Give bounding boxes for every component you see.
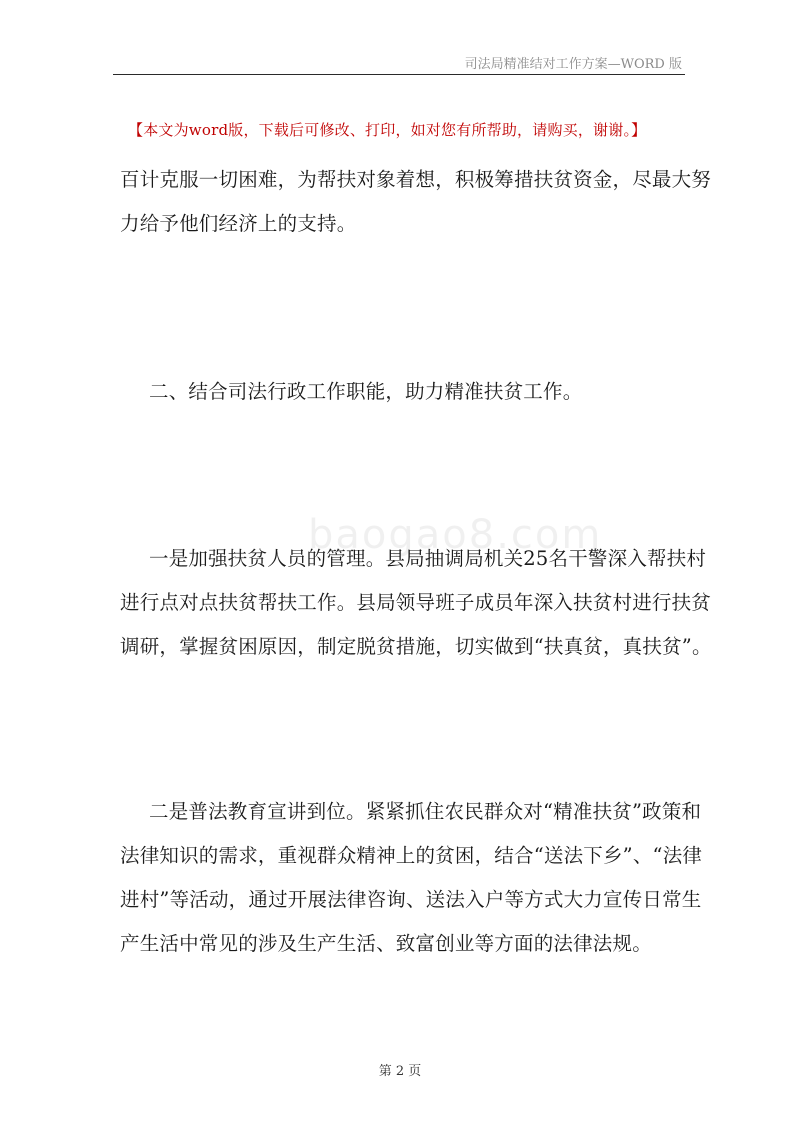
- paragraph-continuation: [120, 158, 712, 246]
- text-line: 法律知识的需求，重视群众精神上的贫困，结合“送法下乡”、“法律: [120, 844, 703, 867]
- running-header: 司法局精准结对工作方案—WORD 版: [464, 57, 682, 72]
- text-line: 产生活中常见的涉及生产生活、致富创业等方面的法律法规。: [120, 932, 652, 955]
- paragraph-law-education: [120, 790, 703, 966]
- text-line: 力给予他们经济上的支持。: [120, 212, 357, 235]
- watermark: baogao8.com: [308, 512, 603, 558]
- section-heading: [120, 370, 690, 414]
- text-line: 进行点对点扶贫帮扶工作。县局领导班子成员年深入扶贫村进行扶贫: [120, 591, 712, 614]
- heading-line: 二、结合司法行政工作职能，助力精准扶贫工作。: [149, 380, 583, 403]
- purchase-notice: 【本文为word版，下载后可修改、打印，如对您有所帮助，请购买，谢谢。】: [128, 121, 647, 139]
- text-line: 百计克服一切困难，为帮扶对象着想，积极筹措扶贫资金，尽最大努: [120, 168, 712, 191]
- paragraph-management: [120, 537, 712, 669]
- text-line: 一是加强扶贫人员的管理。县局抽调局机关25名干警深入帮扶村: [149, 547, 707, 570]
- header-divider: [113, 74, 685, 75]
- text-line: 调研，掌握贫困原因，制定脱贫措施，切实做到“扶真贫，真扶贫”。: [120, 635, 712, 658]
- page-number: 第 2 页: [378, 1064, 422, 1079]
- text-line: 进村”等活动，通过开展法律咨询、送法入户等方式大力宣传日常生: [120, 888, 702, 911]
- text-line: 二是普法教育宣讲到位。紧紧抓住农民群众对“精准扶贫”政策和: [149, 800, 702, 823]
